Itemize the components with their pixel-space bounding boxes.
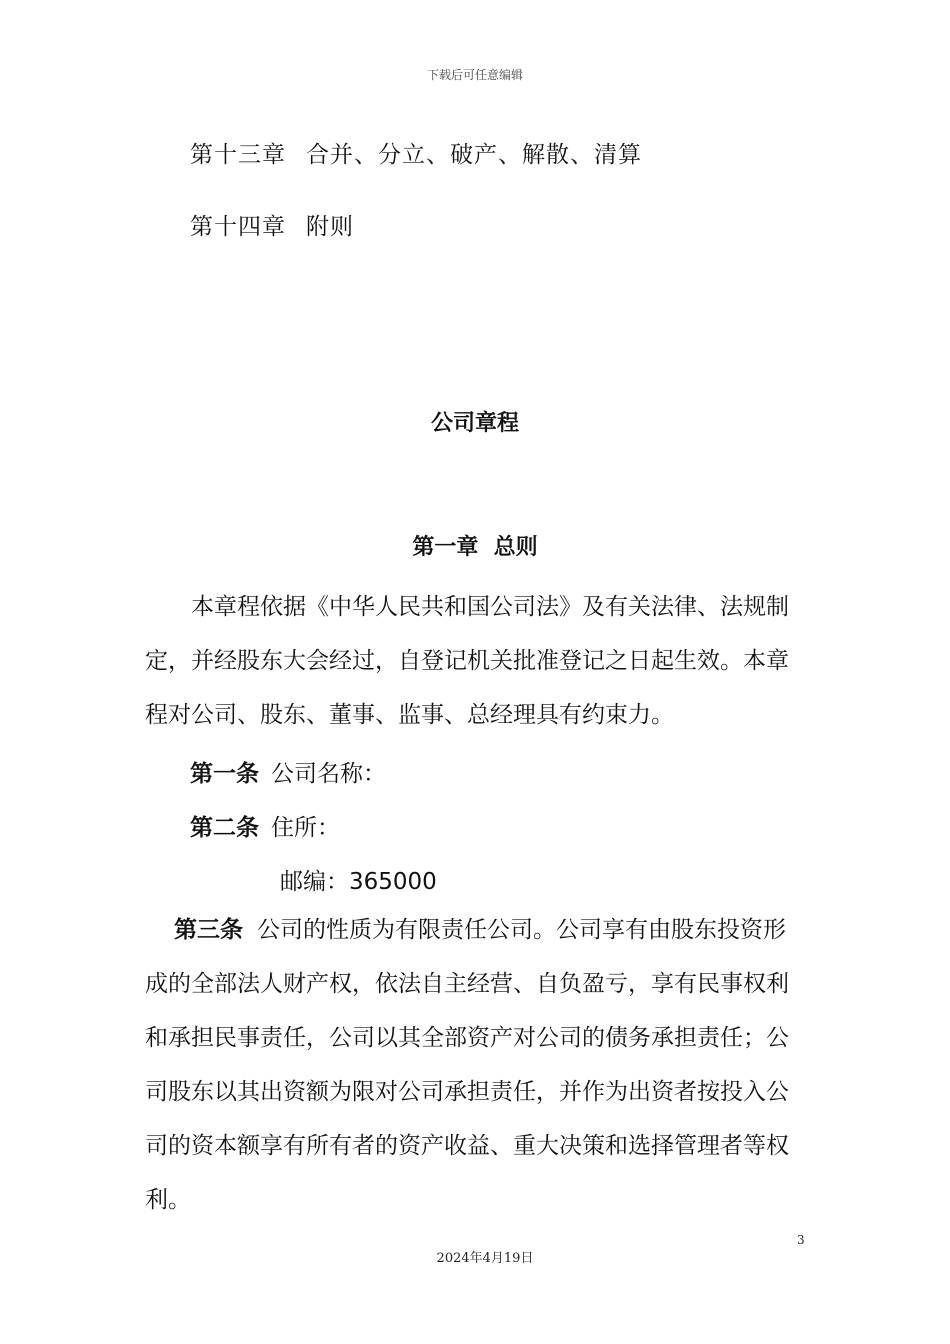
document-title: 公司章程 — [430, 411, 519, 436]
article-text: 公司的性质为有限责任公司。公司享有由股东投资形成的全部法人财产权，依法自主经营、自负盈亏，享有民事权利和承担民事责任，公司以其全部资产对公司的债务承担责任；公司股东以其出资额为限对公司承担责任，并作为出资者按投入公司的资本额享有所有者的资产收益、重大决策和选择管理者等权利。 — [145, 917, 789, 1213]
article-label: 第三条 — [174, 917, 243, 943]
intro-paragraph — [145, 580, 805, 742]
footer-date: 2024年4月19日 — [436, 1251, 534, 1266]
article-label: 第一条 — [190, 761, 259, 787]
toc-item-13 — [190, 136, 642, 169]
article-text: 公司名称： — [271, 761, 386, 787]
chapter-title: 第一章 总则 — [412, 535, 538, 560]
toc-chapter-title: 附则 — [306, 214, 354, 240]
article-1 — [190, 755, 386, 788]
toc-chapter-number: 第十四章 — [190, 214, 286, 240]
article-3 — [145, 903, 805, 1227]
header-note: 下载后可任意编辑 — [426, 68, 523, 82]
article-label: 第二条 — [190, 815, 259, 841]
toc-item-14 — [190, 208, 354, 241]
toc-chapter-number: 第十三章 — [190, 142, 286, 168]
page-number: 3 — [797, 1233, 805, 1247]
toc-chapter-title: 合并、分立、破产、解散、清算 — [306, 142, 642, 168]
postal-code: 邮编：365000 — [280, 869, 437, 895]
article-2 — [190, 809, 340, 842]
intro-paragraph-text: 本章程依据《中华人民共和国公司法》及有关法律、法规制定，并经股东大会经过，自登记机关批准登记之日起生效。本章程对公司、股东、董事、监事、总经理具有约束力。 — [145, 594, 789, 728]
article-text: 住所： — [271, 815, 340, 841]
